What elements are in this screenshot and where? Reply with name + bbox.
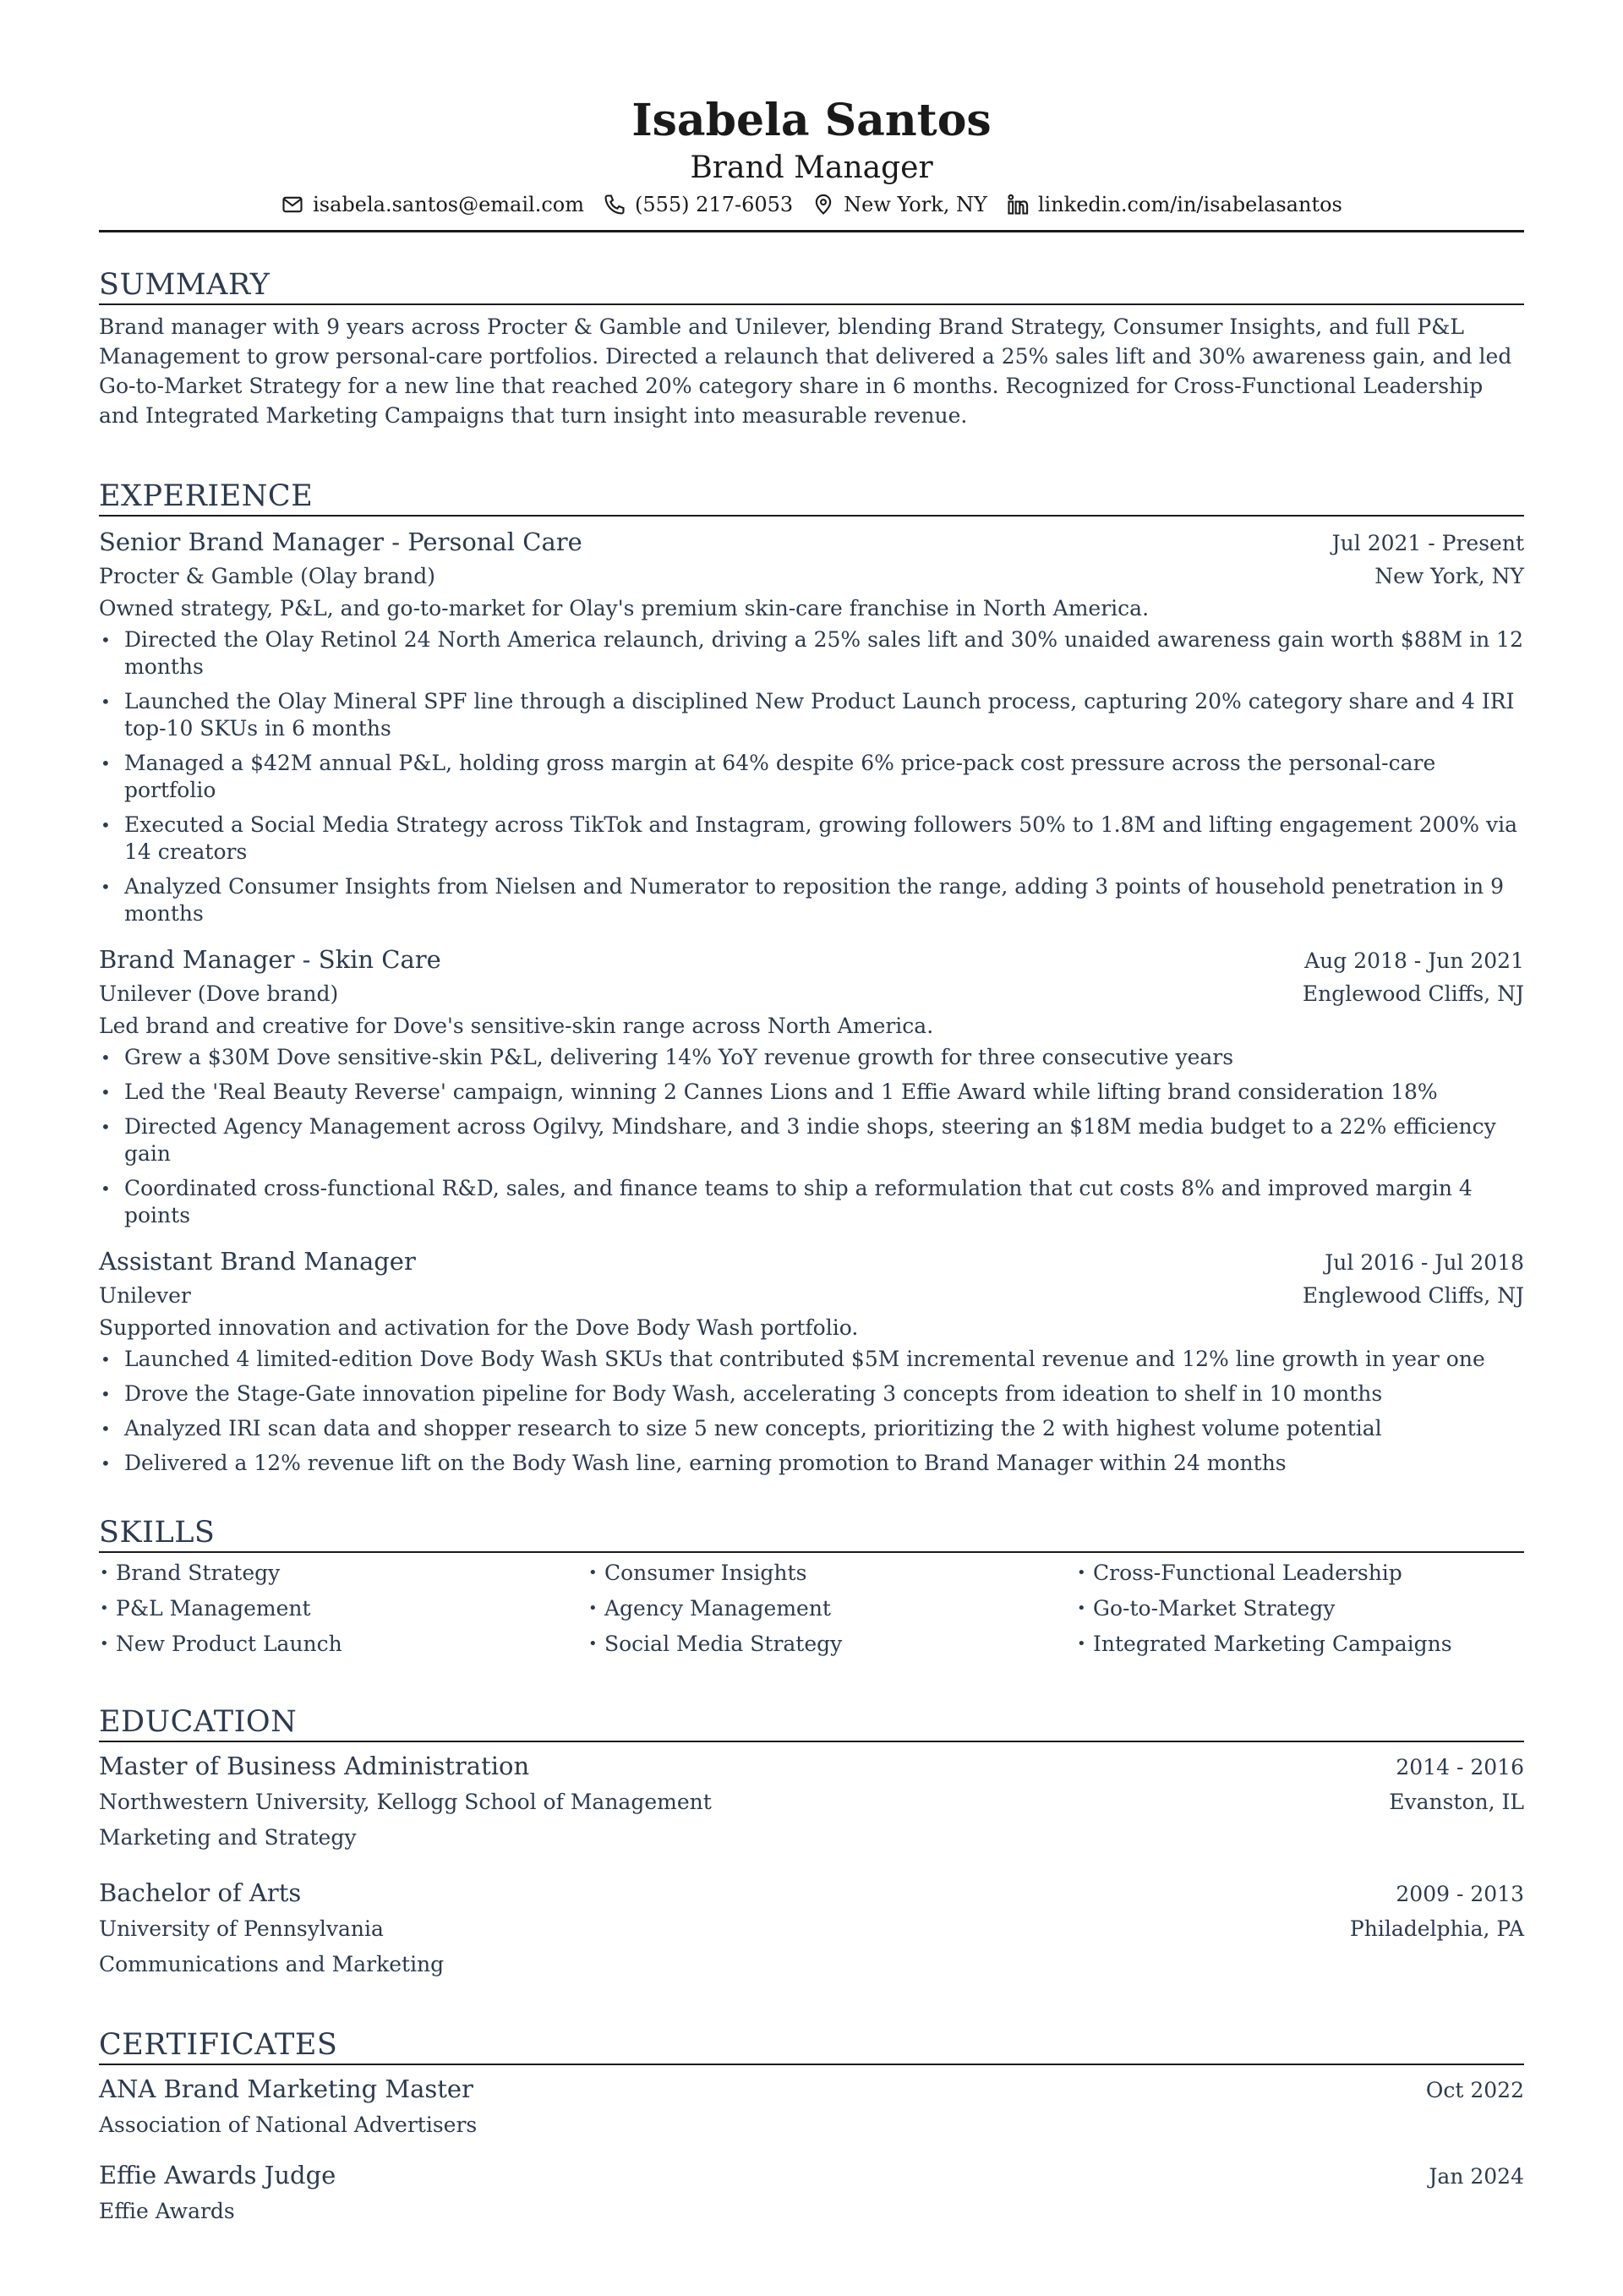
job-bullet: • Drove the Stage-Gate innovation pipeline for Body Wash, accelerating 3 concepts from ideation to shelf in 10 months [99, 1380, 1524, 1408]
email-text: isabela.santos@email.com [313, 193, 584, 216]
header-divider [99, 230, 1524, 232]
experience-heading: EXPERIENCE [99, 478, 1524, 517]
skill-item: • Consumer Insights [587, 1558, 1076, 1588]
contact-email[interactable] [281, 191, 584, 218]
job-bullet: • Directed the Olay Retinol 24 North America relaunch, driving a 25% sales lift and 30% unaided awareness gain worth $88M in 12 months [99, 626, 1524, 681]
summary-heading: SUMMARY [99, 266, 1524, 305]
job-dates: Jul 2016 - Jul 2018 [1325, 1250, 1524, 1275]
certificate-name: ANA Brand Marketing Master [99, 2075, 473, 2103]
contact-location [812, 191, 987, 218]
degree-title: Master of Business Administration [99, 1752, 530, 1780]
location-pin-icon [812, 193, 835, 216]
certificates-heading: CERTIFICATES [99, 2026, 1524, 2065]
education-dates: 2009 - 2013 [1396, 1882, 1524, 1906]
certificates-section [99, 2026, 1524, 2229]
field-of-study: Communications and Marketing [99, 1952, 445, 1976]
skills-heading: SKILLS [99, 1514, 1524, 1553]
job-location: Englewood Cliffs, NJ [1302, 1283, 1524, 1308]
degree-title: Bachelor of Arts [99, 1878, 302, 1907]
job-bullet: • Directed Agency Management across Ogilvy, Mindshare, and 3 indie shops, steering an $18M media budget to a 22% efficiency gain [99, 1113, 1524, 1167]
job-entry [99, 943, 1524, 1229]
job-bullet: • Grew a $30M Dove sensitive-skin P&L, delivering 14% YoY revenue growth for three consecutive years [99, 1044, 1524, 1071]
summary-text: Brand manager with 9 years across Procter & Gamble and Unilever, blending Brand Strategy, Consumer Insights, and full P&L Management to grow personal-care portfolios. Directed a relaunch that delivered a 25% sales lift and 30% awareness gain, and led Go-to-Market Strategy for a new line that reached 20% category share in 6 months. Recognized for Cross-Functional Leadership and Integrated Marketing Campaigns that turn insight into measurable revenue. [99, 314, 1512, 428]
email-icon [281, 193, 304, 216]
certificate-date: Oct 2022 [1425, 2078, 1524, 2102]
certificate-entry [99, 2158, 1524, 2229]
school-location: Evanston, IL [1389, 1790, 1524, 1814]
phone-icon [603, 193, 626, 216]
skill-item: • Cross-Functional Leadership [1076, 1558, 1524, 1588]
job-entry [99, 525, 1524, 927]
skill-item: • Integrated Marketing Campaigns [1076, 1629, 1524, 1659]
school-location: Philadelphia, PA [1349, 1916, 1524, 1941]
education-dates: 2014 - 2016 [1396, 1755, 1524, 1779]
job-bullet: • Executed a Social Media Strategy across TikTok and Instagram, growing followers 50% to 1.8M and lifting engagement 200% via 14 creators [99, 812, 1524, 866]
job-bullet: • Delivered a 12% revenue lift on the Body Wash line, earning promotion to Brand Manager within 24 months [99, 1450, 1524, 1477]
education-entry [99, 1876, 1524, 1982]
job-title: Senior Brand Manager - Personal Care [99, 528, 582, 556]
certificate-issuer: Association of National Advertisers [99, 2113, 478, 2137]
job-bullet: • Managed a $42M annual P&L, holding gross margin at 64% despite 6% price-pack cost pressure across the personal-care portfolio [99, 750, 1524, 804]
job-description: Owned strategy, P&L, and go-to-market for Olay's premium skin-care franchise in North America. [99, 596, 1150, 620]
job-bullet: • Launched the Olay Mineral SPF line through a disciplined New Product Launch process, capturing 20% category share and 4 IRI top-10 SKUs in 6 months [99, 688, 1524, 742]
education-heading: EDUCATION [99, 1703, 1524, 1742]
contact-phone[interactable] [603, 191, 793, 218]
linkedin-text: linkedin.com/in/isabelasantos [1037, 193, 1342, 216]
job-bullet: • Analyzed IRI scan data and shopper research to size 5 new concepts, prioritizing the 2 with highest volume potential [99, 1415, 1524, 1442]
certificate-entry [99, 2072, 1524, 2143]
resume-header [99, 0, 1524, 232]
job-company: Procter & Gamble (Olay brand) [99, 564, 436, 588]
skills-section [99, 1514, 1524, 1659]
skill-item: • Brand Strategy [99, 1558, 587, 1588]
education-entry [99, 1749, 1524, 1856]
contact-linkedin[interactable] [1006, 191, 1342, 218]
job-description: Led brand and creative for Dove's sensitive-skin range across North America. [99, 1014, 934, 1038]
job-bullet: • Led the 'Real Beauty Reverse' campaign, winning 2 Cannes Lions and 1 Effie Award while lifting brand consideration 18% [99, 1079, 1524, 1106]
certificate-issuer: Effie Awards [99, 2199, 235, 2223]
skill-item: • Social Media Strategy [587, 1629, 1076, 1659]
candidate-name: Isabela Santos [631, 95, 992, 146]
school-name: University of Pennsylvania [99, 1916, 384, 1941]
job-bullets [99, 626, 1524, 927]
school-name: Northwestern University, Kellogg School of Management [99, 1790, 712, 1814]
job-bullet: • Coordinated cross-functional R&D, sales, and finance teams to ship a reformulation that cut costs 8% and improved margin 4 points [99, 1175, 1524, 1229]
job-bullets [99, 1044, 1524, 1229]
job-bullet: • Analyzed Consumer Insights from Nielsen and Numerator to reposition the range, adding 3 points of household penetration in 9 months [99, 873, 1524, 927]
certificate-date: Jan 2024 [1429, 2164, 1524, 2189]
skill-item: • Agency Management [587, 1594, 1076, 1624]
job-dates: Aug 2018 - Jun 2021 [1304, 948, 1524, 973]
job-entry [99, 1244, 1524, 1477]
phone-text: (555) 217-6053 [635, 193, 794, 216]
skill-item: • Go-to-Market Strategy [1076, 1594, 1524, 1624]
candidate-title: Brand Manager [690, 150, 933, 185]
job-location: Englewood Cliffs, NJ [1302, 981, 1524, 1006]
job-company: Unilever (Dove brand) [99, 981, 339, 1006]
summary-section [99, 266, 1524, 430]
skill-item: • New Product Launch [99, 1629, 587, 1659]
certificate-name: Effie Awards Judge [99, 2161, 336, 2189]
job-title: Assistant Brand Manager [99, 1247, 416, 1276]
job-company: Unilever [99, 1283, 191, 1308]
field-of-study: Marketing and Strategy [99, 1825, 357, 1850]
job-description: Supported innovation and activation for the Dove Body Wash portfolio. [99, 1315, 859, 1340]
skill-item: • P&L Management [99, 1594, 587, 1624]
location-text: New York, NY [844, 193, 987, 216]
contact-bar [99, 191, 1524, 218]
education-section [99, 1703, 1524, 1982]
job-dates: Jul 2021 - Present [1331, 531, 1524, 555]
experience-section [99, 478, 1524, 1477]
job-location: New York, NY [1374, 564, 1524, 588]
job-bullets [99, 1346, 1524, 1477]
skills-grid [99, 1558, 1524, 1659]
job-title: Brand Manager - Skin Care [99, 945, 441, 974]
job-bullet: • Launched 4 limited-edition Dove Body Wash SKUs that contributed $5M incremental revenue and 12% line growth in year one [99, 1346, 1524, 1373]
linkedin-icon [1006, 193, 1030, 216]
